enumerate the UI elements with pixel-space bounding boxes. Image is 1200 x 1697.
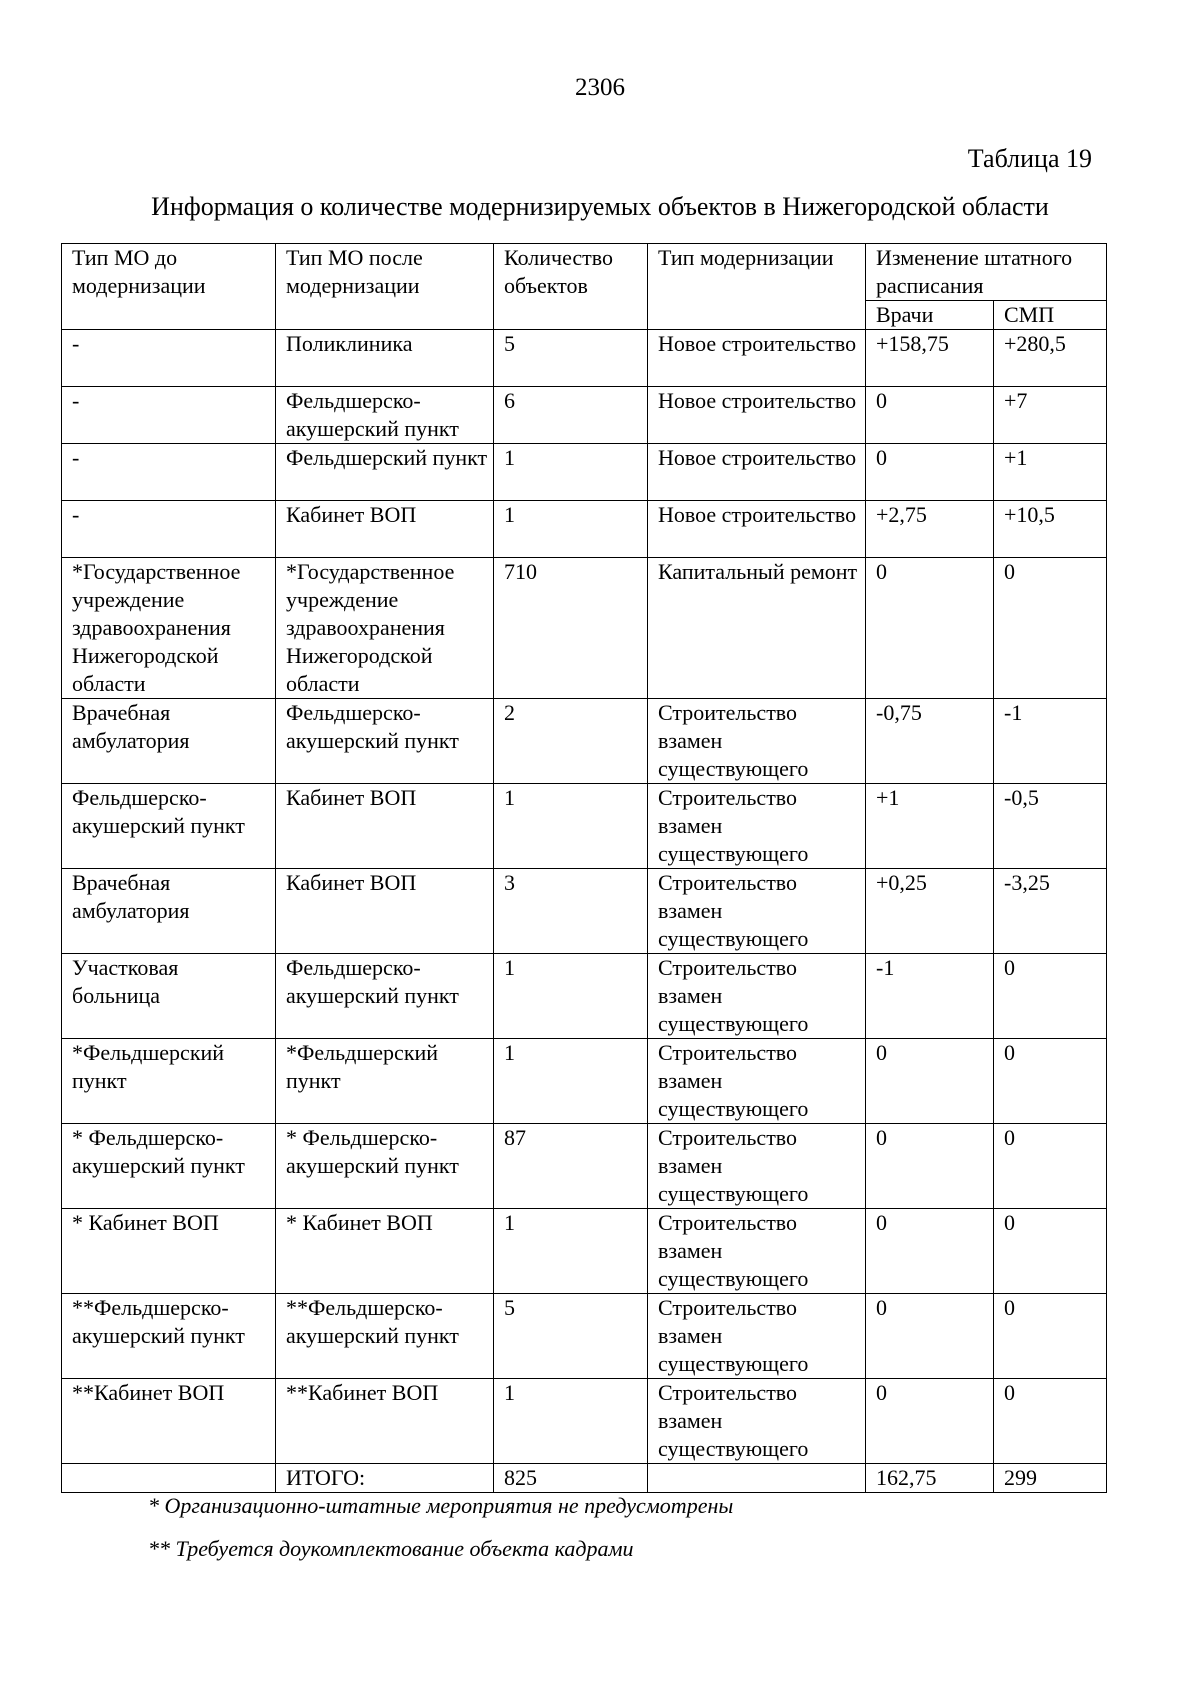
footnote: * Организационно-штатные мероприятия не предусмотрены xyxy=(148,1493,734,1518)
cell-doctors: 0 xyxy=(866,1294,994,1379)
cell-type-before: - xyxy=(62,501,276,558)
cell-modernization: Строительство взамен существующего xyxy=(648,1379,866,1464)
table-row xyxy=(62,444,1107,501)
header-smp: СМП xyxy=(994,301,1107,330)
cell-count: 710 xyxy=(494,558,648,699)
table-label: Таблица 19 xyxy=(967,144,1092,173)
cell-type-before: **Кабинет ВОП xyxy=(62,1379,276,1464)
cell-doctors: -0,75 xyxy=(866,699,994,784)
table-row xyxy=(62,558,1107,699)
cell-doctors: -1 xyxy=(866,954,994,1039)
cell-type-after: Фельдшерско-акушерский пункт xyxy=(276,954,494,1039)
cell-doctors: 0 xyxy=(866,1379,994,1464)
cell-type-after: **Кабинет ВОП xyxy=(276,1379,494,1464)
cell-count: 1 xyxy=(494,954,648,1039)
table-row xyxy=(62,1209,1107,1294)
table-row xyxy=(62,1294,1107,1379)
header-count: Количество объектов xyxy=(494,244,648,330)
cell-count: 1 xyxy=(494,784,648,869)
cell-smp: -1 xyxy=(994,699,1107,784)
header-modernization: Тип модернизации xyxy=(648,244,866,330)
header-row xyxy=(62,244,1107,301)
cell-count: 5 xyxy=(494,1294,648,1379)
cell-type-after: Кабинет ВОП xyxy=(276,784,494,869)
total-doctors: 162,75 xyxy=(866,1464,994,1493)
cell-smp: 0 xyxy=(994,558,1107,699)
header-type-after: Тип МО после модернизации xyxy=(276,244,494,330)
footnote: ** Требуется доукомплектование объекта кадрами xyxy=(148,1536,634,1561)
cell-type-before: Фельдшерско-акушерский пункт xyxy=(62,784,276,869)
cell-doctors: +1 xyxy=(866,784,994,869)
cell-smp: +7 xyxy=(994,387,1107,444)
cell-modernization: Строительство взамен существующего xyxy=(648,1124,866,1209)
cell-type-after: **Фельдшерско-акушерский пункт xyxy=(276,1294,494,1379)
cell-count: 1 xyxy=(494,1039,648,1124)
cell-count: 1 xyxy=(494,1379,648,1464)
cell-modernization: Новое строительство xyxy=(648,501,866,558)
table-row xyxy=(62,954,1107,1039)
modernization-table xyxy=(61,243,1107,1493)
cell-modernization: Строительство взамен существующего xyxy=(648,1039,866,1124)
cell-type-after: Фельдшерский пункт xyxy=(276,444,494,501)
cell-smp: 0 xyxy=(994,1294,1107,1379)
table-row xyxy=(62,1379,1107,1464)
table-row xyxy=(62,1039,1107,1124)
cell-modernization: Новое строительство xyxy=(648,387,866,444)
cell-type-after: Кабинет ВОП xyxy=(276,869,494,954)
table-row xyxy=(62,330,1107,387)
cell-type-after: *Фельдшерский пункт xyxy=(276,1039,494,1124)
cell-type-before: *Государственное учреждение здравоохранения Нижегородской области xyxy=(62,558,276,699)
cell-type-before: * Фельдшерско-акушерский пункт xyxy=(62,1124,276,1209)
cell-smp: -0,5 xyxy=(994,784,1107,869)
cell-type-after: Кабинет ВОП xyxy=(276,501,494,558)
cell-type-after: Фельдшерско-акушерский пункт xyxy=(276,699,494,784)
cell-count: 2 xyxy=(494,699,648,784)
cell-doctors: +0,25 xyxy=(866,869,994,954)
cell-doctors: 0 xyxy=(866,558,994,699)
table-row xyxy=(62,869,1107,954)
total-empty xyxy=(648,1464,866,1493)
footnotes xyxy=(148,1493,733,1579)
table-row xyxy=(62,387,1107,444)
cell-type-after: Поликлиника xyxy=(276,330,494,387)
cell-type-before: **Фельдшерско-акушерский пункт xyxy=(62,1294,276,1379)
cell-smp: 0 xyxy=(994,1379,1107,1464)
header-doctors: Врачи xyxy=(866,301,994,330)
cell-doctors: 0 xyxy=(866,387,994,444)
table-row xyxy=(62,784,1107,869)
cell-modernization: Строительство взамен существующего xyxy=(648,1294,866,1379)
cell-count: 3 xyxy=(494,869,648,954)
cell-smp: 0 xyxy=(994,954,1107,1039)
cell-type-before: Участковая больница xyxy=(62,954,276,1039)
cell-smp: +1 xyxy=(994,444,1107,501)
table-row xyxy=(62,501,1107,558)
header-type-before: Тип МО до модернизации xyxy=(62,244,276,330)
cell-type-before: Врачебная амбулатория xyxy=(62,869,276,954)
table-row xyxy=(62,1124,1107,1209)
total-count: 825 xyxy=(494,1464,648,1493)
cell-modernization: Строительство взамен существующего xyxy=(648,1209,866,1294)
total-label: ИТОГО: xyxy=(276,1464,494,1493)
table-title: Информация о количестве модернизируемых объектов в Нижегородской области xyxy=(151,192,1049,221)
cell-count: 1 xyxy=(494,1209,648,1294)
cell-modernization: Капитальный ремонт xyxy=(648,558,866,699)
cell-type-after: * Фельдшерско-акушерский пункт xyxy=(276,1124,494,1209)
cell-doctors: +158,75 xyxy=(866,330,994,387)
cell-modernization: Строительство взамен существующего xyxy=(648,869,866,954)
cell-smp: +280,5 xyxy=(994,330,1107,387)
total-smp: 299 xyxy=(994,1464,1107,1493)
cell-modernization: Строительство взамен существующего xyxy=(648,699,866,784)
table-row xyxy=(62,699,1107,784)
cell-type-after: * Кабинет ВОП xyxy=(276,1209,494,1294)
cell-smp: 0 xyxy=(994,1124,1107,1209)
cell-doctors: 0 xyxy=(866,444,994,501)
cell-doctors: +2,75 xyxy=(866,501,994,558)
cell-count: 1 xyxy=(494,501,648,558)
total-empty xyxy=(62,1464,276,1493)
cell-type-before: - xyxy=(62,387,276,444)
cell-modernization: Новое строительство xyxy=(648,444,866,501)
cell-modernization: Новое строительство xyxy=(648,330,866,387)
cell-type-before: - xyxy=(62,444,276,501)
cell-type-before: *Фельдшерский пункт xyxy=(62,1039,276,1124)
cell-type-after: Фельдшерско-акушерский пункт xyxy=(276,387,494,444)
total-row xyxy=(62,1464,1107,1493)
cell-modernization: Строительство взамен существующего xyxy=(648,954,866,1039)
cell-type-before: Врачебная амбулатория xyxy=(62,699,276,784)
cell-type-before: - xyxy=(62,330,276,387)
cell-count: 87 xyxy=(494,1124,648,1209)
page-number: 2306 xyxy=(575,74,625,101)
cell-smp: 0 xyxy=(994,1209,1107,1294)
cell-doctors: 0 xyxy=(866,1124,994,1209)
cell-type-before: * Кабинет ВОП xyxy=(62,1209,276,1294)
header-staff-change: Изменение штатного расписания xyxy=(866,244,1107,301)
cell-smp: +10,5 xyxy=(994,501,1107,558)
cell-type-after: *Государственное учреждение здравоохранения Нижегородской области xyxy=(276,558,494,699)
cell-doctors: 0 xyxy=(866,1039,994,1124)
cell-smp: -3,25 xyxy=(994,869,1107,954)
cell-doctors: 0 xyxy=(866,1209,994,1294)
cell-modernization: Строительство взамен существующего xyxy=(648,784,866,869)
cell-smp: 0 xyxy=(994,1039,1107,1124)
cell-count: 5 xyxy=(494,330,648,387)
cell-count: 1 xyxy=(494,444,648,501)
cell-count: 6 xyxy=(494,387,648,444)
